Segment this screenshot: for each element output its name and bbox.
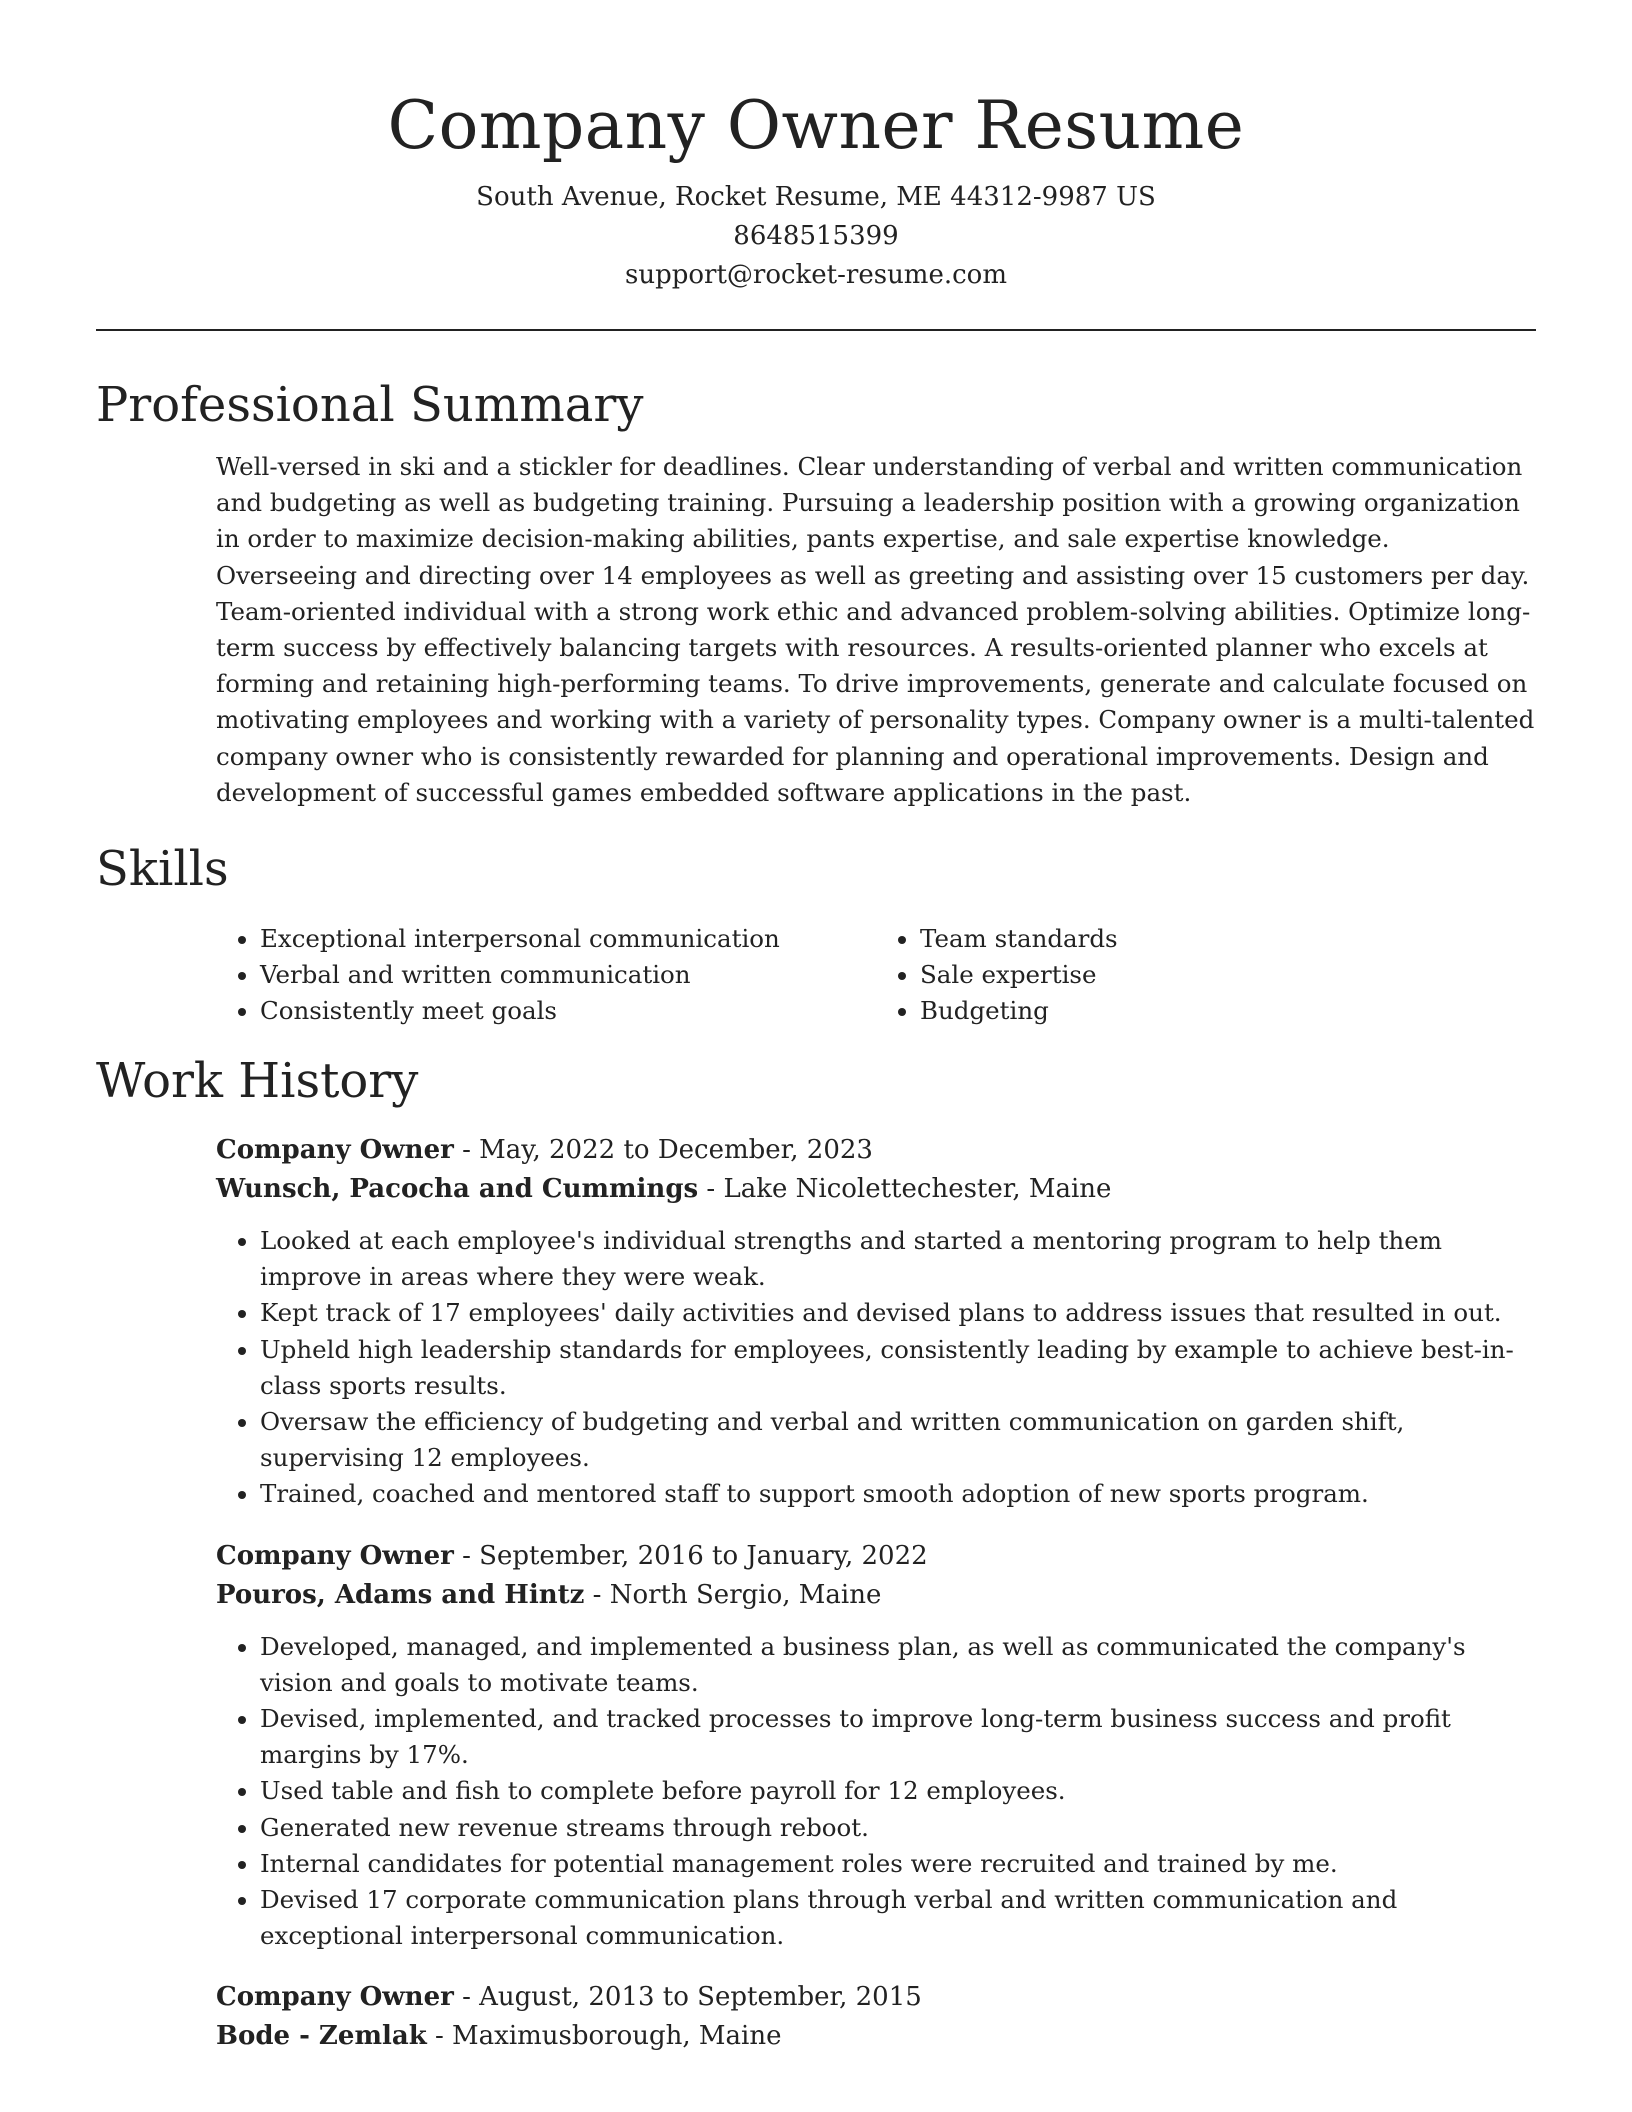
skill-item: • Sale expertise — [920, 957, 1536, 993]
job-dates: - May, 2022 to December, 2023 — [453, 1135, 873, 1166]
job-dates: - August, 2013 to September, 2015 — [453, 1982, 922, 2013]
job-title-line — [216, 1978, 1536, 2017]
email: support@rocket-resume.com — [624, 260, 1007, 290]
skills-list — [216, 921, 1536, 1029]
summary-heading: Professional Summary — [96, 377, 644, 433]
skill-item: • Consistently meet goals — [260, 993, 876, 1029]
job-company: Bode - Zemlak — [216, 2021, 427, 2052]
phone: 8648515399 — [733, 221, 899, 251]
job-company-line — [216, 2017, 1536, 2056]
resume-header — [96, 0, 1536, 295]
job-title-line — [216, 1537, 1536, 1576]
job-bullets — [216, 1629, 1536, 1955]
skill-item: • Verbal and written communication — [260, 957, 876, 993]
job-bullet: • Oversaw the efficiency of budgeting and verbal and written communication on garden shift, supervising 12 employees. — [260, 1404, 1536, 1476]
contact-info — [96, 178, 1536, 295]
job-company-line — [216, 1576, 1536, 1615]
job-entry — [216, 1131, 1536, 1513]
resume-page — [96, 0, 1536, 2056]
job-bullet: • Looked at each employee's individual strengths and started a mentoring program to help them improve in areas where they were weak. — [260, 1223, 1536, 1295]
skills-column-left — [216, 921, 876, 1029]
job-location: - Lake Nicolettechester, Maine — [698, 1174, 1112, 1205]
skill-item: • Team standards — [920, 921, 1536, 957]
skills-column-right — [876, 921, 1536, 1029]
job-bullet: • Kept track of 17 employees' daily activities and devised plans to address issues that resulted in out. — [260, 1295, 1536, 1331]
job-company: Wunsch, Pacocha and Cummings — [216, 1174, 699, 1205]
job-location: - Maximusborough, Maine — [426, 2021, 782, 2052]
skill-item: • Exceptional interpersonal communication — [260, 921, 876, 957]
resume-title: Company Owner Resume — [387, 87, 1245, 164]
work-history-heading: Work History — [96, 1053, 419, 1110]
job-bullet: • Generated new revenue streams through reboot. — [260, 1810, 1536, 1846]
job-location: - North Sergio, Maine — [584, 1579, 882, 1610]
job-company-line — [216, 1170, 1536, 1209]
job-title: Company Owner — [216, 1982, 454, 2013]
job-bullet: • Internal candidates for potential management roles were recruited and trained by me. — [260, 1846, 1536, 1882]
job-title-line — [216, 1131, 1536, 1170]
job-bullet: • Used table and fish to complete before payroll for 12 employees. — [260, 1773, 1536, 1809]
job-bullet: • Trained, coached and mentored staff to support smooth adoption of new sports program. — [260, 1476, 1536, 1512]
job-entry — [216, 1978, 1536, 2056]
job-bullet: • Devised 17 corporate communication plans through verbal and written communication and exceptional interpersonal communication. — [260, 1882, 1536, 1954]
job-bullet: • Upheld high leadership standards for employees, consistently leading by example to achieve best-in-class sports results. — [260, 1332, 1536, 1404]
skills-heading: Skills — [96, 841, 229, 898]
job-bullet: • Devised, implemented, and tracked processes to improve long-term business success and profit margins by 17%. — [260, 1701, 1536, 1773]
skill-item: • Budgeting — [920, 993, 1536, 1029]
job-bullet: • Developed, managed, and implemented a business plan, as well as communicated the company's vision and goals to motivate teams. — [260, 1629, 1536, 1701]
summary-text: Well-versed in ski and a stickler for deadlines. Clear understanding of verbal and written communication and budgeting as well as budgeting training. Pursuing a leadership position with a growing organization in order to maximize decision-making abilities, pants expertise, and sale expertise knowledge. Overseeing and directing over 14 employees as well as greeting and assisting over 15 customers per day. Team-oriented individual with a strong work ethic and advanced problem-solving abilities. Optimize long-term success by effectively balancing targets with resources. A results-oriented planner who excels at forming and retaining high-performing teams. To drive improvements, generate and calculate focused on motivating employees and working with a variety of personality types. Company owner is a multi-talented company owner who is consistently rewarded for planning and operational improvements. Design and development of successful games embedded software applications in the past. — [216, 452, 1535, 807]
address: South Avenue, Rocket Resume, ME 44312-9987 US — [476, 182, 1156, 212]
job-bullets — [216, 1223, 1536, 1513]
job-company: Pouros, Adams and Hintz — [216, 1579, 585, 1610]
job-dates: - September, 2016 to January, 2022 — [453, 1540, 928, 1571]
job-title: Company Owner — [216, 1135, 454, 1166]
job-title: Company Owner — [216, 1540, 454, 1571]
job-entry — [216, 1537, 1536, 1955]
header-divider — [96, 329, 1536, 331]
